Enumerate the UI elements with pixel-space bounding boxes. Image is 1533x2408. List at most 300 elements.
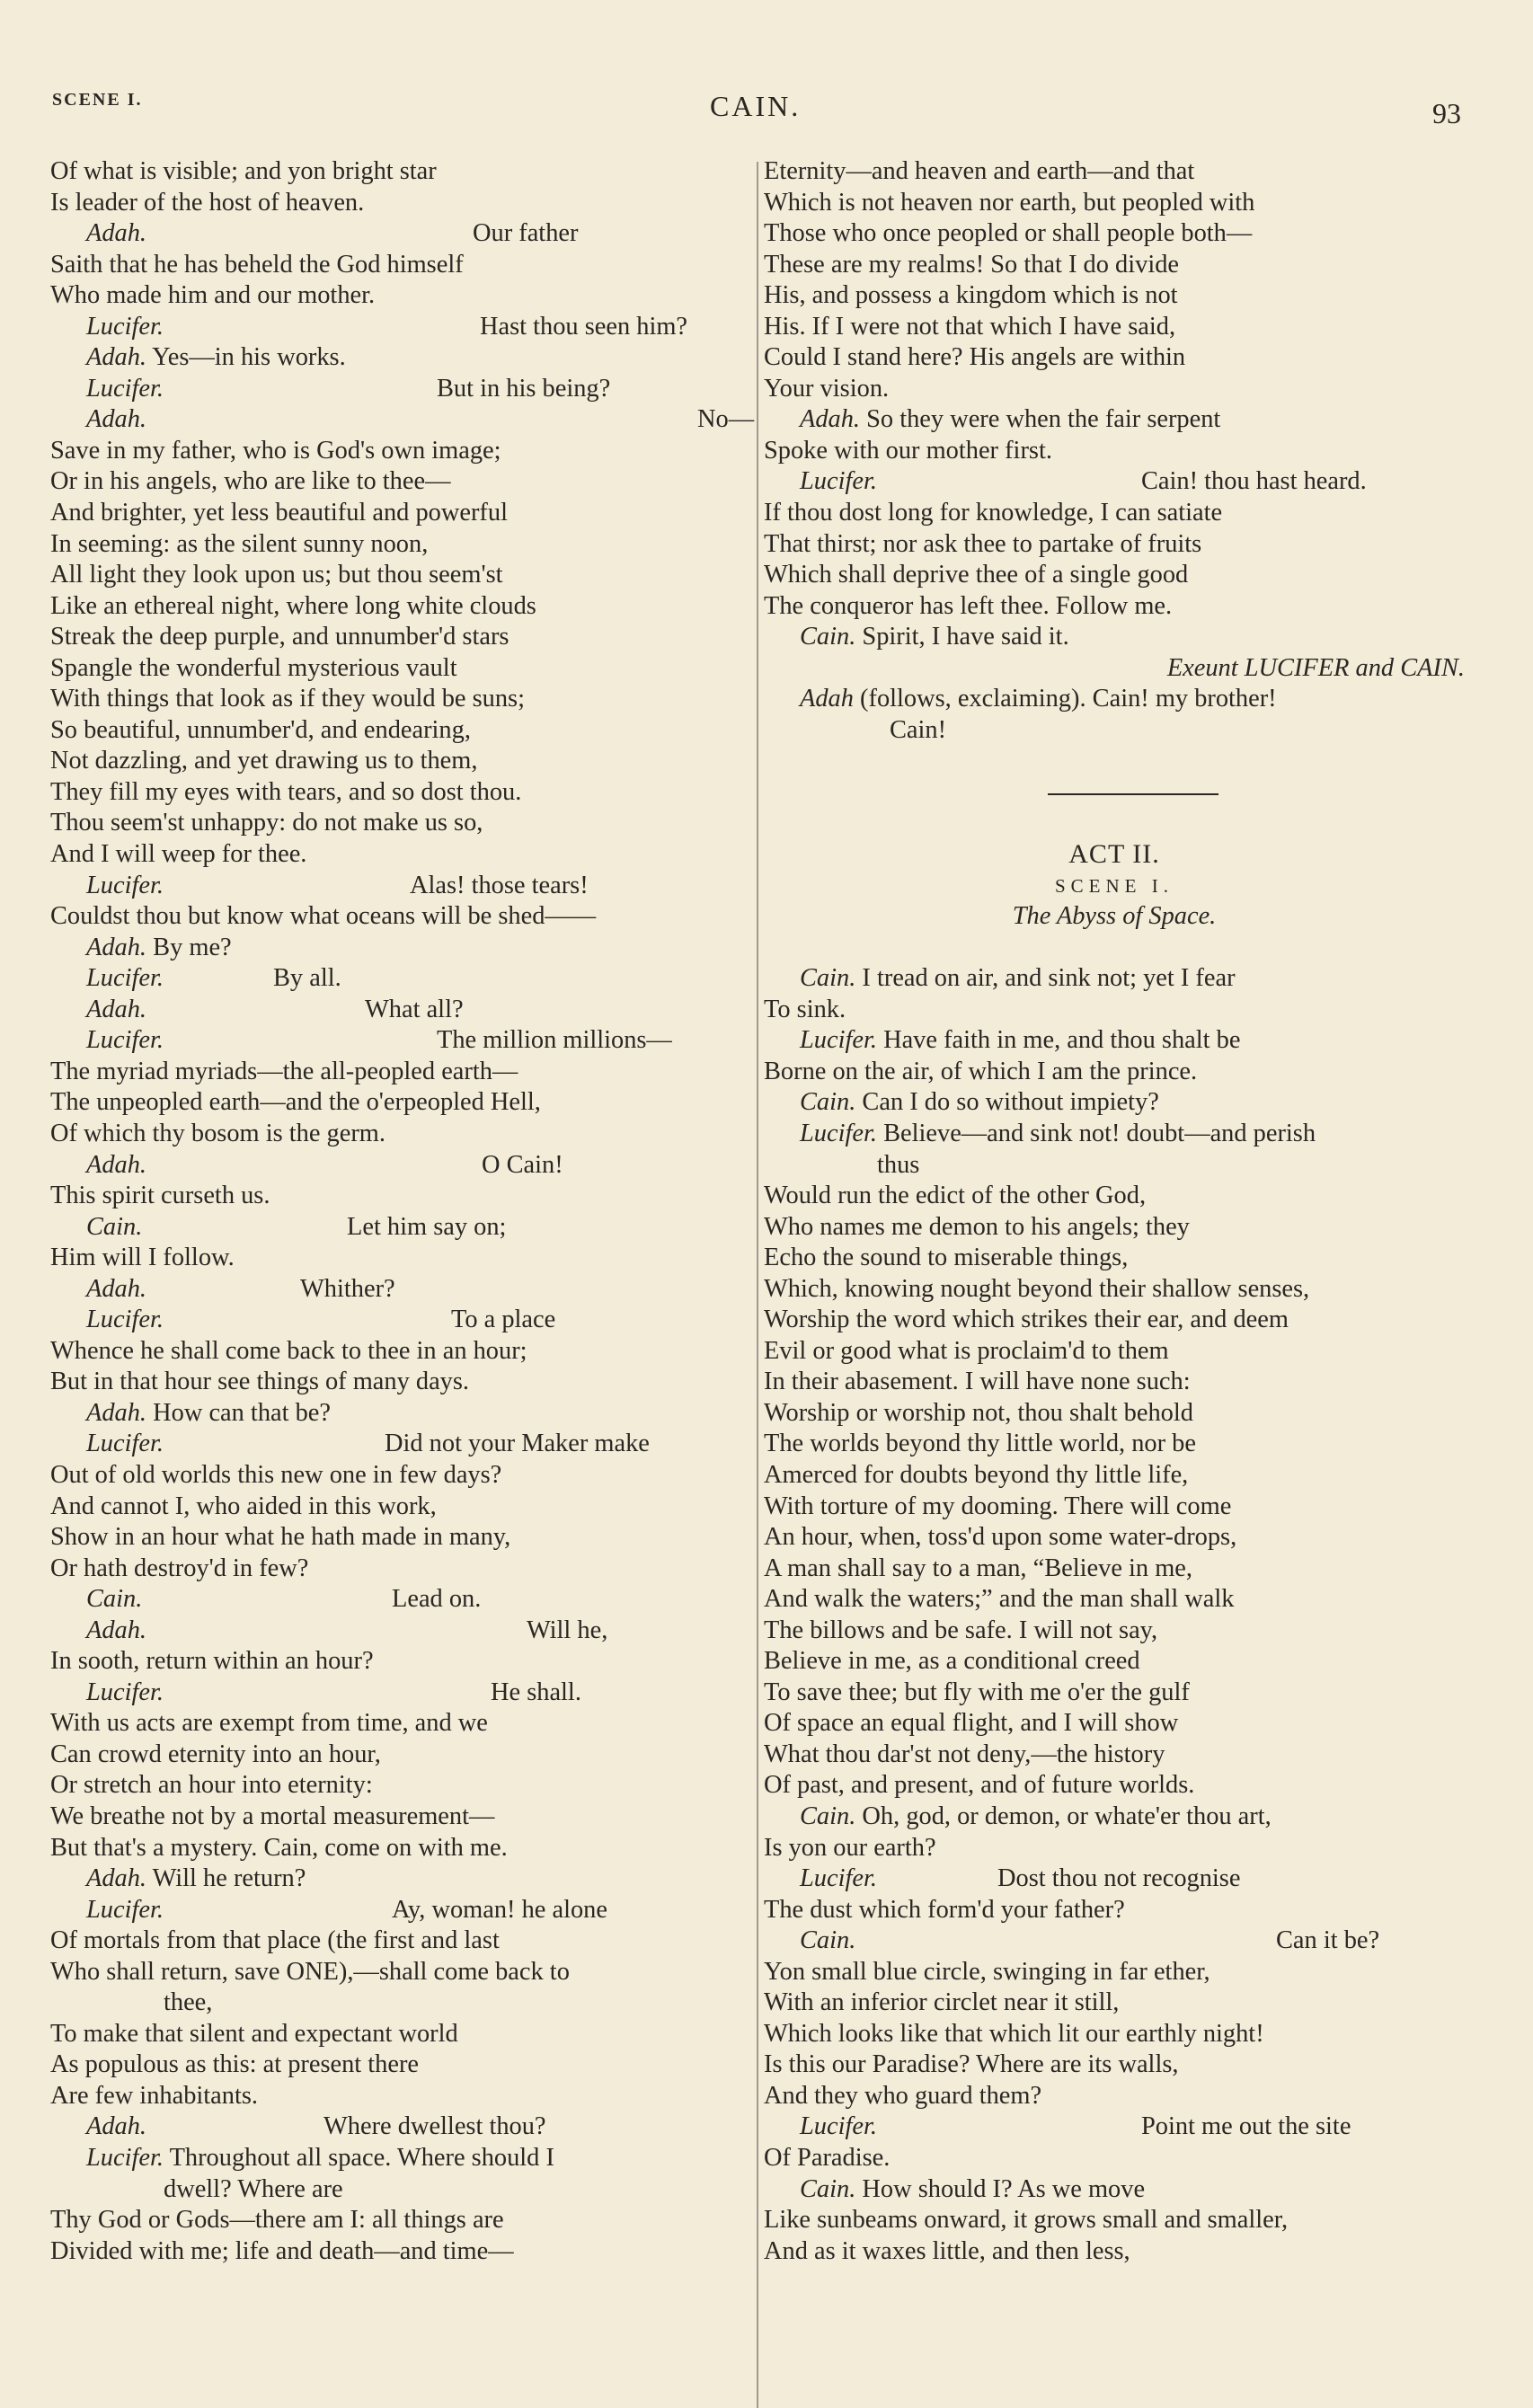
line-text: Could I stand here? His angels are within (764, 343, 1186, 372)
line-text: In their abasement. I will have none such: (764, 1368, 1191, 1396)
page-number: 93 (1432, 97, 1461, 129)
line-text: Would run the edict of the other God, (764, 1182, 1147, 1210)
verse-line (764, 156, 1465, 188)
scene-setting: The Abyss of Space. (1012, 902, 1217, 931)
speaker-name: Adah. (800, 405, 861, 434)
line-text: Are few inhabitants. (50, 2081, 258, 2110)
line-text: The million millions— (437, 1026, 672, 1055)
line-text: Echo the sound to miserable things, (764, 1244, 1129, 1272)
verse-line (50, 1554, 742, 1585)
verse-line (50, 2205, 742, 2236)
line-text: And walk the waters;” and the man shall walk (764, 1585, 1235, 1614)
speaker-name: Lucifer. (800, 1026, 877, 1055)
line-text: Which is not heaven nor earth, but peopled with (764, 188, 1255, 217)
verse-line (50, 1740, 742, 1771)
line-text: Worship or worship not, thou shalt behold (764, 1398, 1193, 1427)
line-text: What all? (365, 995, 464, 1023)
running-head-scene: SCENE I. (52, 90, 143, 110)
line-text: The conqueror has left thee. Follow me. (764, 591, 1173, 620)
verse-line (50, 777, 742, 809)
line-text: Your vision. (764, 374, 890, 403)
line-text: Show in an hour what he hath made in many, (50, 1523, 511, 1552)
verse-line (50, 1057, 742, 1088)
line-text: (follows, exclaiming). Cain! my brother! (860, 685, 1277, 713)
speaker-name: Adah. (86, 2112, 147, 2141)
line-text: To a place (451, 1306, 556, 1334)
verse-line (50, 436, 742, 467)
verse-line (764, 1584, 1465, 1616)
verse-line (764, 963, 1465, 995)
verse-line (50, 342, 742, 374)
verse-line (50, 591, 742, 623)
verse-line (764, 1119, 1465, 1150)
line-text: And cannot I, who aided in this work, (50, 1492, 437, 1520)
line-text: Lead on. (392, 1585, 482, 1614)
line-text: Can I do so without impiety? (862, 1088, 1159, 1117)
verse-line (50, 1119, 742, 1150)
speaker-name: Lucifer. (86, 374, 164, 403)
verse-line (764, 218, 1465, 250)
line-text: Whence he shall come back to thee in an hour; (50, 1336, 527, 1365)
line-text: Of past, and present, and of future worlds. (764, 1771, 1195, 1800)
blank-line (764, 933, 1465, 964)
line-text: Can crowd eternity into an hour, (50, 1740, 381, 1768)
scene-heading: SCENE I. (1055, 874, 1174, 897)
line-text: The billows and be safe. I will not say, (764, 1616, 1158, 1644)
line-text: We breathe not by a mortal measurement— (50, 1802, 495, 1830)
verse-line (764, 1025, 1465, 1057)
line-text: So beautiful, unnumber'd, and endearing, (50, 715, 471, 744)
verse-line (50, 871, 742, 902)
verse-line (764, 1367, 1465, 1398)
verse-line (764, 1181, 1465, 1212)
line-text: Is yon our earth? (764, 1833, 936, 1862)
line-text: Who names me demon to his angels; they (764, 1212, 1190, 1241)
line-text: Spoke with our mother first. (764, 436, 1052, 465)
line-text: To sink. (764, 995, 846, 1023)
verse-line (50, 2019, 742, 2050)
verse-line (764, 188, 1465, 219)
line-text: Ay, woman! he alone (392, 1895, 607, 1924)
verse-line (764, 1336, 1465, 1368)
verse-line (764, 342, 1465, 374)
line-text: With an inferior circlet near it still, (764, 1988, 1120, 2017)
verse-line (50, 933, 742, 964)
line-text: Those who once peopled or shall people both— (764, 219, 1253, 248)
verse-line (50, 1181, 742, 1212)
line-text: Cain! (890, 715, 947, 744)
verse-line (50, 1770, 742, 1802)
verse-line (764, 1429, 1465, 1460)
line-text: But in that hour see things of many days. (50, 1368, 470, 1396)
line-text: Believe—and sink not! doubt—and perish (883, 1119, 1316, 1147)
verse-line (764, 1926, 1465, 1957)
verse-line (50, 995, 742, 1026)
line-text: Like sunbeams onward, it grows small and smaller, (764, 2206, 1289, 2235)
line-text: Dost thou not recognise (997, 1864, 1241, 1893)
verse-line (50, 2081, 742, 2112)
verse-line (50, 498, 742, 529)
speaker-name: Adah. (86, 1398, 147, 1427)
line-text: Who made him and our mother. (50, 281, 376, 310)
line-text: Yes—in his works. (152, 343, 346, 372)
line-text: Streak the deep purple, and unnumber'd stars (50, 623, 510, 651)
verse-line (764, 1833, 1465, 1864)
line-text: Which looks like that which lit our earthly night! (764, 2019, 1264, 2048)
verse-line (764, 2111, 1465, 2143)
line-text: And as it waxes little, and then less, (764, 2236, 1130, 2265)
line-text: Or in his angels, who are like to thee— (50, 467, 451, 496)
line-text: With torture of my dooming. There will come (764, 1492, 1232, 1520)
verse-line (50, 1926, 742, 1957)
verse-line (764, 2205, 1465, 2236)
line-text: Borne on the air, of which I am the prince. (764, 1057, 1198, 1085)
line-text: They fill my eyes with tears, and so dost thou. (50, 777, 522, 806)
line-text: Oh, god, or demon, or whate'er thou art, (862, 1802, 1272, 1830)
verse-line (764, 2143, 1465, 2174)
line-text: Whither? (300, 1274, 395, 1303)
line-text: Yon small blue circle, swinging in far ether, (764, 1957, 1210, 1986)
verse-line (50, 1833, 742, 1864)
verse-line (50, 963, 742, 995)
verse-line (50, 1492, 742, 1523)
line-text: Let him say on; (347, 1212, 507, 1241)
verse-line (50, 1025, 742, 1057)
verse-line (50, 188, 742, 219)
verse-line (50, 1864, 742, 1895)
stage-direction (764, 653, 1465, 685)
speaker-name: Lucifer. (86, 871, 164, 899)
verse-line (764, 684, 1465, 715)
speaker-name: Lucifer. (86, 312, 164, 341)
line-text: As populous as this: at present there (50, 2050, 420, 2079)
line-text: In sooth, return within an hour? (50, 1647, 374, 1676)
verse-line (764, 466, 1465, 498)
line-text: Thou seem'st unhappy: do not make us so, (50, 809, 483, 837)
verse-line (764, 591, 1465, 623)
verse-line (764, 1987, 1465, 2019)
verse-line (50, 901, 742, 933)
line-text: Throughout all space. Where should I (169, 2144, 554, 2172)
speaker-name: Lucifer. (800, 467, 877, 496)
verse-line (764, 1150, 1465, 1182)
line-text: Evil or good what is proclaim'd to them (764, 1336, 1169, 1365)
speaker-name: Adah (800, 685, 854, 713)
verse-line (764, 1087, 1465, 1119)
line-text: In seeming: as the silent sunny noon, (50, 529, 429, 558)
speaker-name: Adah. (86, 1616, 147, 1644)
line-text: Of what is visible; and yon bright star (50, 157, 437, 185)
line-text: No— (697, 405, 755, 434)
line-text: Did not your Maker make (385, 1430, 650, 1458)
verse-line (764, 2081, 1465, 2112)
verse-line (50, 1087, 742, 1119)
verse-line (50, 312, 742, 343)
verse-line (50, 1305, 742, 1336)
verse-line (764, 2019, 1465, 2050)
line-text: An hour, when, toss'd upon some water-drops, (764, 1523, 1237, 1552)
line-text: All light they look upon us; but thou seem'st (50, 561, 503, 589)
verse-line (764, 1460, 1465, 1492)
line-text: Thy God or Gods—there am I: all things are (50, 2206, 504, 2235)
line-text: Of space an equal flight, and I will show (764, 1709, 1179, 1738)
line-text: Amerced for doubts beyond thy little life, (764, 1460, 1189, 1489)
verse-line (764, 1522, 1465, 1554)
verse-line (50, 622, 742, 653)
speaker-name: Adah. (86, 1274, 147, 1303)
line-text: Alas! those tears! (410, 871, 589, 899)
line-text: Will he return? (152, 1864, 306, 1893)
line-text: Not dazzling, and yet drawing us to them, (50, 747, 478, 775)
verse-line (50, 839, 742, 871)
speaker-name: Lucifer. (86, 2144, 164, 2172)
line-text: Point me out the site (1141, 2112, 1351, 2141)
speaker-name: Lucifer. (86, 964, 164, 993)
speaker-name: Adah. (86, 1150, 147, 1179)
line-text: Our father (473, 219, 579, 248)
verse-line (50, 1987, 742, 2019)
verse-line (50, 1398, 742, 1430)
speaker-name: Lucifer. (800, 1119, 877, 1147)
line-text: That thirst; nor ask thee to partake of fruits (764, 529, 1202, 558)
verse-line (764, 436, 1465, 467)
verse-line (764, 1554, 1465, 1585)
speaker-name: Cain. (800, 1088, 856, 1117)
line-text: The unpeopled earth—and the o'erpeopled Hell, (50, 1088, 541, 1117)
line-text: Spangle the wonderful mysterious vault (50, 653, 457, 682)
verse-line (764, 1864, 1465, 1895)
verse-line (764, 2174, 1465, 2206)
verse-line (50, 746, 742, 777)
line-text: With things that look as if they would be suns; (50, 685, 525, 713)
verse-line (50, 280, 742, 312)
blank-line (764, 746, 1465, 777)
speaker-name: Lucifer. (800, 2112, 877, 2141)
verse-line (50, 156, 742, 188)
line-text: And I will weep for thee. (50, 840, 307, 869)
line-text: The worlds beyond thy little world, nor be (764, 1430, 1196, 1458)
line-text: dwell? Where are (164, 2174, 343, 2203)
verse-line (50, 1616, 742, 1647)
line-text: What thou dar'st not deny,—the history (764, 1740, 1165, 1768)
verse-line (764, 1212, 1465, 1244)
line-text: Couldst thou but know what oceans will be shed—— (50, 902, 597, 931)
verse-line (50, 2174, 742, 2206)
speaker-name: Adah. (86, 1864, 147, 1893)
speaker-name: Adah. (86, 405, 147, 434)
verse-line (764, 1708, 1465, 1740)
verse-line (50, 374, 742, 405)
line-text: Eternity—and heaven and earth—and that (764, 157, 1195, 185)
line-text: Believe in me, as a conditional creed (764, 1647, 1140, 1676)
stage-direction-text: Exeunt LUCIFER and CAIN. (1166, 653, 1465, 682)
verse-line (50, 1367, 742, 1398)
blank-line (764, 808, 1465, 839)
speaker-name: Lucifer. (86, 1678, 164, 1706)
line-text: Have faith in me, and thou shalt be (883, 1026, 1241, 1055)
verse-line (764, 280, 1465, 312)
verse-line (50, 1584, 742, 1616)
verse-line (764, 1895, 1465, 1926)
column-divider (757, 162, 758, 2408)
line-text: The myriad myriads—the all-peopled earth— (50, 1057, 518, 1085)
verse-line (50, 1243, 742, 1274)
speaker-name: Cain. (800, 623, 856, 651)
speaker-name: Cain. (800, 1802, 856, 1830)
verse-line (50, 2143, 742, 2174)
verse-line (764, 1243, 1465, 1274)
line-text: He shall. (491, 1678, 581, 1706)
line-text: The dust which form'd your father? (764, 1895, 1125, 1924)
verse-line (50, 1429, 742, 1460)
verse-line (50, 2111, 742, 2143)
line-text: Which shall deprive thee of a single good (764, 561, 1189, 589)
speaker-name: Adah. (86, 219, 147, 248)
speaker-name: Cain. (86, 1585, 143, 1614)
line-text: Save in my father, who is God's own image; (50, 436, 501, 465)
verse-line (50, 1522, 742, 1554)
speaker-name: Adah. (86, 343, 147, 372)
line-text: Is this our Paradise? Where are its walls, (764, 2050, 1179, 2079)
line-text: Or hath destroy'd in few? (50, 1554, 309, 1582)
verse-line (50, 1274, 742, 1306)
speaker-name: Lucifer. (86, 1306, 164, 1334)
verse-line (764, 2049, 1465, 2081)
line-text: Of Paradise. (764, 2144, 891, 2172)
line-text: Who shall return, save ONE),—shall come back to (50, 1957, 570, 1986)
line-text: Divided with me; life and death—and time— (50, 2236, 514, 2265)
speaker-name: Lucifer. (800, 1864, 877, 1893)
verse-line (764, 560, 1465, 591)
verse-line (50, 2236, 742, 2268)
left-column (50, 156, 755, 2267)
section-rule (764, 777, 1465, 809)
verse-line (50, 1678, 742, 1709)
speaker-name: Lucifer. (86, 1895, 164, 1924)
line-text: And they who guard them? (764, 2081, 1042, 2110)
verse-line (50, 1150, 742, 1182)
verse-line (764, 1678, 1465, 1709)
verse-line (764, 1957, 1465, 1988)
act-heading: ACT II. (1068, 839, 1160, 870)
line-text: By me? (153, 933, 232, 961)
line-text: But that's a mystery. Cain, come on with me. (50, 1833, 508, 1862)
running-head-title: CAIN. (710, 90, 802, 122)
line-text: Can it be? (1276, 1926, 1380, 1955)
line-text: Hast thou seen him? (480, 312, 688, 341)
speaker-name: Lucifer. (86, 1430, 164, 1458)
verse-line (764, 1770, 1465, 1802)
line-text: To save thee; but fly with me o'er the gulf (764, 1678, 1190, 1706)
verse-line (764, 529, 1465, 561)
line-text: His, and possess a kingdom which is not (764, 281, 1178, 310)
line-text: O Cain! (482, 1150, 563, 1179)
verse-line (50, 1802, 742, 1833)
line-text: Will he, (527, 1616, 608, 1644)
line-text: Out of old worlds this new one in few days? (50, 1460, 502, 1489)
line-text: Him will I follow. (50, 1244, 235, 1272)
verse-line (50, 808, 742, 839)
verse-line (50, 1336, 742, 1368)
verse-line (764, 1305, 1465, 1336)
speaker-name: Adah. (86, 933, 147, 961)
line-text: I tread on air, and sink not; yet I fear (862, 964, 1236, 993)
verse-line (50, 684, 742, 715)
line-text: If thou dost long for knowledge, I can satiate (764, 499, 1223, 527)
line-text: Saith that he has beheld the God himself (50, 250, 464, 279)
verse-line (50, 466, 742, 498)
line-text: His. If I were not that which I have said, (764, 312, 1176, 341)
line-text: How should I? As we move (862, 2174, 1146, 2203)
speaker-name: Cain. (800, 2174, 856, 2203)
verse-line (764, 312, 1465, 343)
line-text: With us acts are exempt from time, and we (50, 1709, 488, 1738)
line-text: Cain! thou hast heard. (1141, 467, 1367, 496)
verse-line (764, 622, 1465, 653)
line-text: Of mortals from that place (the first and last (50, 1926, 500, 1955)
verse-line (50, 1646, 742, 1678)
line-text: But in his being? (437, 374, 611, 403)
verse-line (764, 1802, 1465, 1833)
line-text: Is leader of the host of heaven. (50, 188, 365, 217)
verse-line (50, 529, 742, 561)
verse-line (764, 1057, 1465, 1088)
verse-line (50, 1957, 742, 1988)
line-text: Like an ethereal night, where long white clouds (50, 591, 536, 620)
verse-line (764, 1646, 1465, 1678)
line-text: This spirit curseth us. (50, 1182, 270, 1210)
line-text: thee, (164, 1988, 213, 2017)
line-text: Which, knowing nought beyond their shallow senses, (764, 1274, 1310, 1303)
line-text: thus (877, 1150, 920, 1179)
verse-line (764, 1740, 1465, 1771)
verse-line (764, 1492, 1465, 1523)
line-text: Or stretch an hour into eternity: (50, 1771, 373, 1800)
verse-line (50, 653, 742, 685)
verse-line (50, 404, 755, 436)
verse-line (50, 1212, 742, 1244)
verse-line (764, 498, 1465, 529)
line-text: A man shall say to a man, “Believe in me, (764, 1554, 1192, 1582)
verse-line (764, 404, 1465, 436)
verse-line (764, 1398, 1465, 1430)
speaker-name: Cain. (800, 1926, 856, 1955)
verse-line (764, 1274, 1465, 1306)
speaker-name: Cain. (86, 1212, 143, 1241)
verse-line (50, 1708, 742, 1740)
verse-line (764, 2236, 1465, 2268)
verse-line (50, 1895, 742, 1926)
verse-line (764, 374, 1465, 405)
line-text: And brighter, yet less beautiful and powerful (50, 499, 508, 527)
line-text: These are my realms! So that I do divide (764, 250, 1179, 279)
verse-line (50, 715, 742, 747)
line-text: Spirit, I have said it. (862, 623, 1069, 651)
verse-line (764, 250, 1465, 281)
verse-line (50, 218, 742, 250)
verse-line (764, 715, 1465, 747)
verse-line (50, 2049, 742, 2081)
verse-line (50, 250, 742, 281)
verse-line (50, 1460, 742, 1492)
line-text: Worship the word which strikes their ear, and deem (764, 1306, 1289, 1334)
line-text: So they were when the fair serpent (866, 405, 1221, 434)
line-text: How can that be? (153, 1398, 332, 1427)
line-text: By all. (273, 964, 341, 993)
right-column (764, 156, 1465, 2267)
line-text: To make that silent and expectant world (50, 2019, 458, 2048)
line-text: Of which thy bosom is the germ. (50, 1119, 385, 1147)
